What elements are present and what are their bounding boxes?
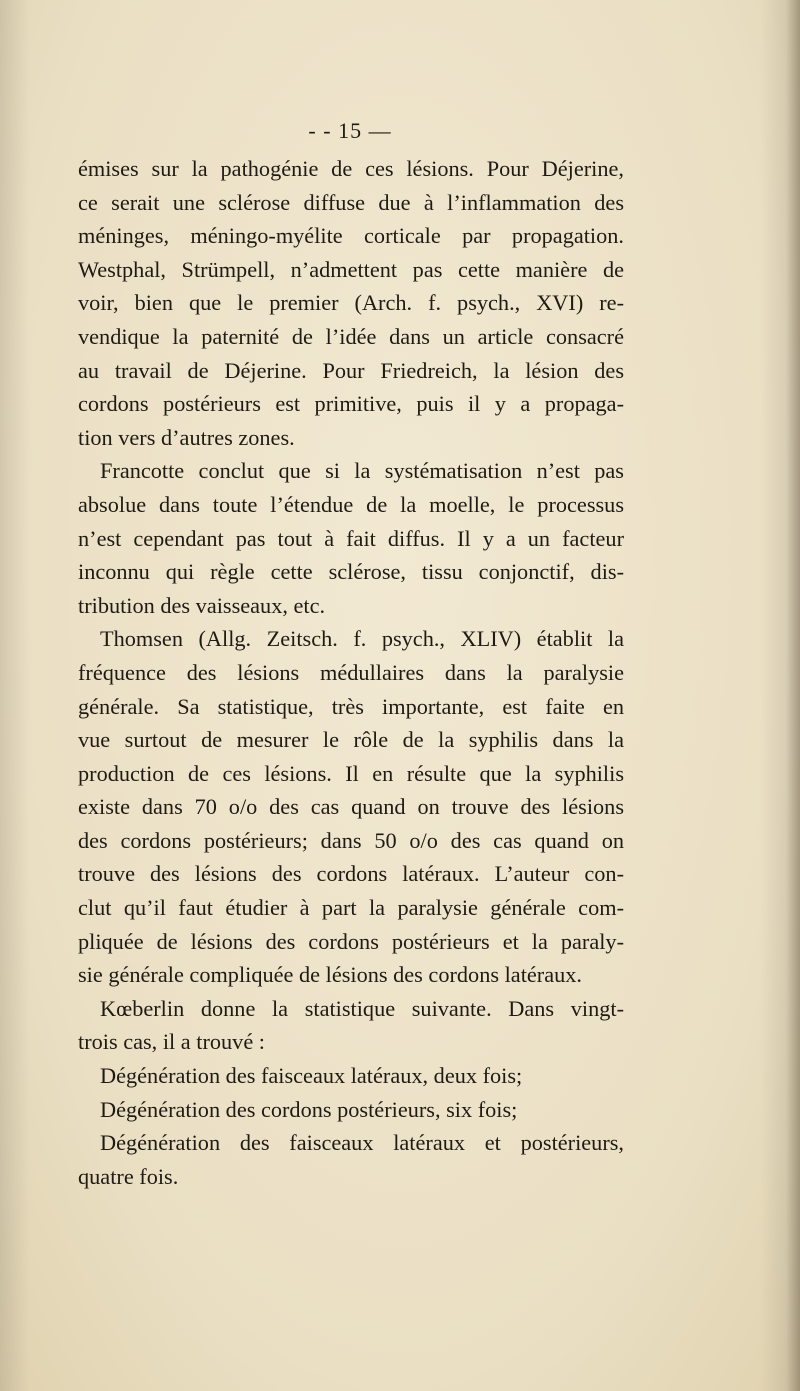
text-line: voir, bien que le premier (Arch. f. psych., XVI) re- [78, 290, 624, 316]
text-line: générale. Sa statistique, très importante, est faite en [78, 693, 624, 719]
text-line: Francotte conclut que si la systématisation n’est pas [100, 458, 624, 484]
text-line: tion vers d’autres zones. [78, 424, 295, 450]
text-line: production de ces lésions. Il en résulte que la syphilis [78, 760, 624, 786]
text-line: Dégénération des faisceaux latéraux, deux fois; [100, 1063, 523, 1089]
text-line: cordons postérieurs est primitive, puis il y a propaga- [78, 391, 624, 417]
text-line: Kœberlin donne la statistique suivante. Dans vingt- [100, 995, 624, 1021]
text-line: trois cas, il a trouvé : [78, 1029, 265, 1055]
body-text [78, 152, 624, 1193]
text-line: trouve des lésions des cordons latéraux. L’auteur con- [78, 861, 624, 887]
text-line: émises sur la pathogénie de ces lésions. Pour Déjerine, [78, 156, 624, 181]
page-edge-shadow [786, 0, 800, 1391]
text-line: des cordons postérieurs; dans 50 o/o des cas quand on [78, 827, 624, 853]
text-line: ce serait une sclérose diffuse due à l’inflammation des [78, 189, 624, 215]
text-line: méninges, méningo-myélite corticale par propagation. [78, 223, 624, 249]
text-line: Thomsen (Allg. Zeitsch. f. psych., XLIV) établit la [100, 626, 624, 652]
text-line: existe dans 70 o/o des cas quand on trouve des lésions [78, 794, 624, 820]
text-line: n’est cependant pas tout à fait diffus. Il y a un facteur [78, 525, 624, 551]
text-line: inconnu qui règle cette sclérose, tissu conjonctif, dis- [78, 559, 624, 585]
text-line: Dégénération des faisceaux latéraux et postérieurs, [100, 1130, 624, 1156]
text-line: Dégénération des cordons postérieurs, six fois; [100, 1096, 518, 1122]
text-line: au travail de Déjerine. Pour Friedreich, la lésion des [78, 357, 624, 383]
text-line: Westphal, Strümpell, n’admettent pas cette manière de [78, 256, 624, 282]
text-line: vendique la paternité de l’idée dans un article consacré [78, 323, 624, 349]
text-line: tribution des vaisseaux, etc. [78, 592, 326, 618]
text-line: absolue dans toute l’étendue de la moelle, le processus [78, 491, 624, 517]
text-line: vue surtout de mesurer le rôle de la syphilis dans la [78, 727, 624, 753]
text-line: clut qu’il faut étudier à part la paralysie générale com- [78, 895, 624, 921]
text-line: quatre fois. [78, 1163, 179, 1189]
text-line: pliquée de lésions des cordons postérieurs et la paraly- [78, 928, 624, 954]
text-line: fréquence des lésions médullaires dans la paralysie [78, 659, 624, 685]
text-line: sie générale compliquée de lésions des cordons latéraux. [78, 962, 582, 988]
page-number: - - 15 — [308, 118, 392, 143]
